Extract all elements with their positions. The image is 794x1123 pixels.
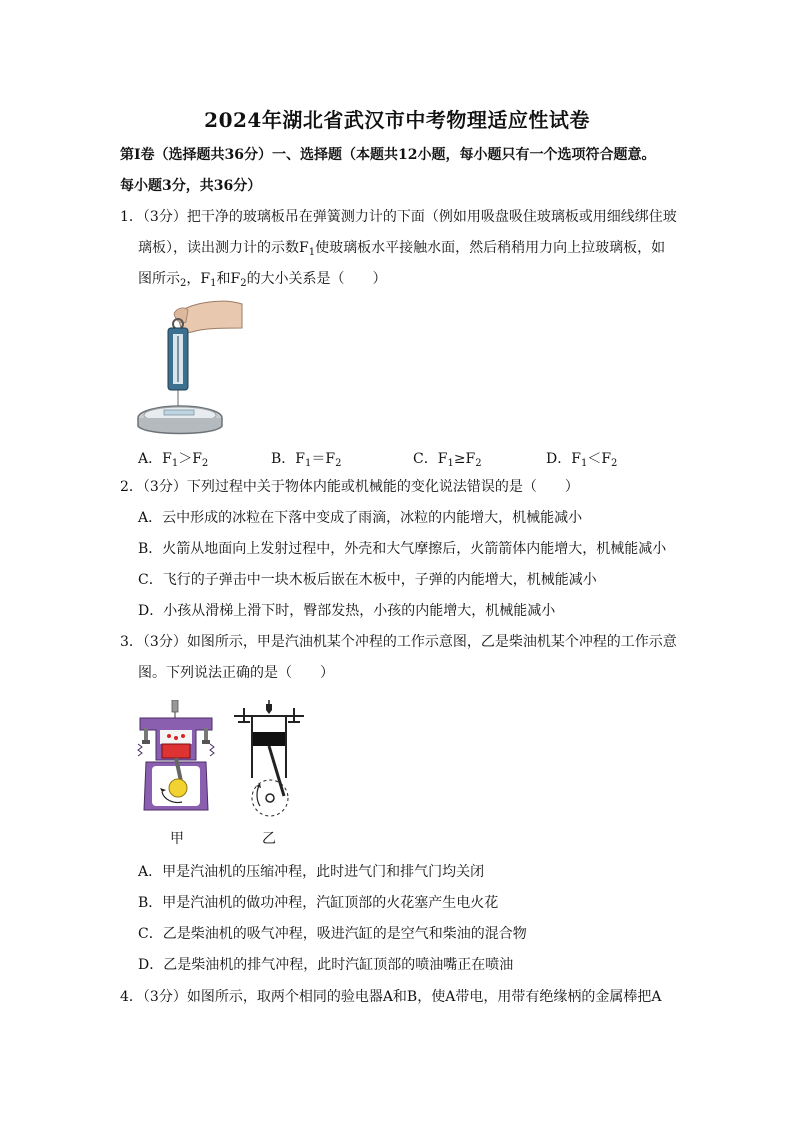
q2-option-c[interactable]: C．飞行的子弹击中一块木板后嵌在木板中，子弹的内能增大，机械能减小 [138, 572, 597, 588]
q1-option-d[interactable]: D．$F_1<F_2$ [546, 451, 618, 469]
q1-stem-line2: 璃板），读出测力计的示数$F_1$使玻璃板水平接触水面，然后稍稍用力向上拉玻璃板，如 [138, 240, 666, 258]
section-heading-line2: 每小题3分，共36分） [120, 178, 262, 194]
q3-option-a[interactable]: A．甲是汽油机的压缩冲程，此时进气门和排气门均关闭 [138, 864, 485, 880]
q4-stem-line1: 4．（3分）如图所示，取两个相同的验电器A和B，使A带电，用带有绝缘柄的金属棒把A [120, 989, 662, 1005]
q1-stem-line1: 1．（3分）把干净的玻璃板吊在弹簧测力计的下面（例如用吸盘吸住玻璃板或用细线绑住玻 [120, 209, 677, 225]
caption-jia: 甲 [170, 831, 184, 847]
section-heading-line1: 第Ⅰ卷（选择题共36分）一、选择题（本题共12小题，每小题只有一个选项符合题意。 [120, 147, 656, 163]
caption-yi: 乙 [262, 831, 276, 847]
page-title: 2024年湖北省武汉市中考物理适应性试卷 [204, 108, 590, 132]
q3-option-c[interactable]: C．乙是柴油机的吸气冲程，吸进汽缸的是空气和柴油的混合物 [138, 926, 527, 942]
gasoline-engine-diagram [136, 700, 216, 818]
q1-stem-line3: 图所示$_2$，$F_1$和$F_2$的大小关系是（ ） [138, 271, 387, 289]
q2-option-b[interactable]: B．火箭从地面向上发射过程中，外壳和大气摩擦后，火箭箭体内能增大，机械能减小 [138, 541, 667, 557]
q3-stem-line1: 3．（3分）如图所示，甲是汽油机某个冲程的工作示意图，乙是柴油机某个冲程的工作示意 [120, 634, 677, 650]
diesel-engine-diagram [232, 700, 306, 818]
q1-option-a[interactable]: A．$F_1>F_2$ [138, 451, 209, 469]
q2-option-d[interactable]: D．小孩从滑梯上滑下时，臀部发热，小孩的内能增大，机械能减小 [138, 603, 556, 619]
q3-option-d[interactable]: D．乙是柴油机的排气冲程，此时汽缸顶部的喷油嘴正在喷油 [138, 957, 514, 973]
q1-option-b[interactable]: B．$F_1=F_2$ [271, 451, 342, 469]
spring-scale-photo [134, 298, 244, 438]
q3-option-b[interactable]: B．甲是汽油机的做功冲程，汽缸顶部的火花塞产生电火花 [138, 895, 499, 911]
q2-option-a[interactable]: A．云中形成的冰粒在下落中变成了雨滴，冰粒的内能增大，机械能减小 [138, 510, 583, 526]
q3-stem-line2: 图。下列说法正确的是（ ） [138, 665, 334, 681]
q1-option-c[interactable]: C．$F_1\ge F_2$ [413, 451, 482, 469]
q2-stem: 2．（3分）下列过程中关于物体内能或机械能的变化说法错误的是（ ） [120, 479, 579, 495]
